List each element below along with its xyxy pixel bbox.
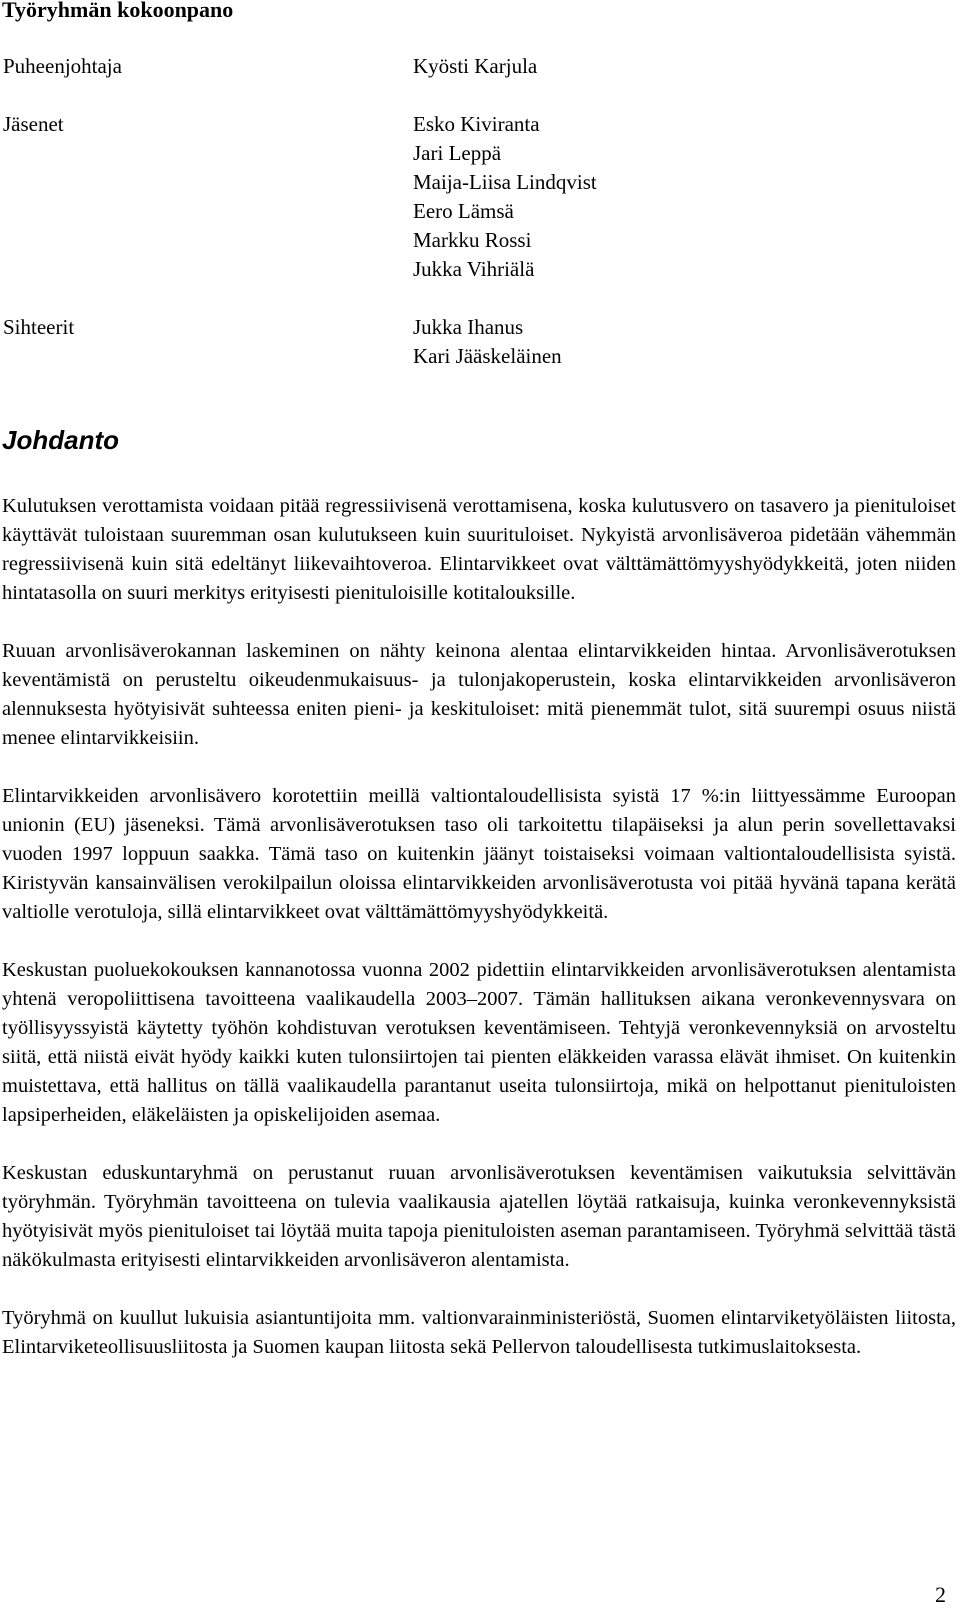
role-label: Sihteerit — [3, 315, 75, 339]
member-name: Kyösti Karjula — [413, 54, 538, 78]
member-name: Jukka Vihriälä — [413, 257, 535, 281]
page-number: 2 — [935, 1582, 946, 1607]
paragraph: Keskustan eduskuntaryhmä on perustanut ruuan arvonlisäverotuksen keventämisen vaikutuksia selvittävän työryhmän. Työryhmän tavoitteena on tulevia vaalikausia ajatellen löytää ratkaisuja, kuinka veronkevennyksistä hyötyisivät myös pienituloiset tai löytää muita tapoja pienituloisten aseman parantamiseen. Työryhmä selvittää tästä näkökulmasta erityisesti elintarvikkeiden arvonlisäveron alentamista. — [2, 1162, 956, 1271]
body-text — [2, 492, 956, 1391]
member-name: Jukka Ihanus — [413, 315, 524, 339]
role-label: Puheenjohtaja — [3, 54, 122, 78]
paragraph: Keskustan puoluekokouksen kannanotossa vuonna 2002 pidettiin elintarvikkeiden arvonlisäverotuksen alentamista yhtenä veropoliittisena tavoitteena vaalikaudella 2003–2007. Tämän hallituksen aikana veronkevennysvara on työllisyyssyistä käytetty työhön kohdistuvan verotuksen keventämiseen. Tehtyjä veronkevennyksiä on arvosteltu siitä, että niistä eivät hyödy kaikki kuten tulonsiirtojen tai pienten eläkkeiden varassa elävät ihmiset. On kuitenkin muistettava, että hallitus on tällä vaalikaudella parantanut useita tulonsiirtoja, mikä on helpottanut pienituloisten lapsiperheiden, eläkeläisten ja opiskelijoiden asemaa. — [2, 959, 956, 1126]
paragraph: Ruuan arvonlisäverokannan laskeminen on nähty keinona alentaa elintarvikkeiden hintaa. Arvonlisäverotuksen keventämistä on perusteltu oikeudenmukaisuus- ja tulonjakoperustein, koska elintarvikkeiden arvonlisäveron alennuksesta hyötyisivät suhteessa eniten pieni- ja keskituloiset: mitä pienemmät tulot, sitä suurempi osuus niistä menee elintarvikkeisiin. — [2, 640, 956, 749]
names-list — [413, 52, 960, 81]
names-list — [413, 313, 960, 371]
roster-row-chair — [0, 52, 960, 110]
member-name: Markku Rossi — [413, 228, 532, 252]
roster-row-secretaries — [0, 313, 960, 371]
member-name: Jari Leppä — [413, 141, 502, 165]
section-title: Johdanto — [2, 425, 119, 455]
paragraph: Elintarvikkeiden arvonlisävero korotettiin meillä valtiontaloudellisista syistä 17 %:in liittyessämme Euroopan unionin (EU) jäseneksi. Tämä arvonlisäverotuksen taso oli tarkoitettu tilapäiseksi ja alun perin sovellettavaksi vuoden 1997 loppuun saakka. Tämä taso on kuitenkin jäänyt toistaiseksi voimaan valtiontaloudellisista syistä. Kiristyvän kansainvälisen verokilpailun oloissa elintarvikkeiden arvonlisäverotusta voi pitää hyvänä tapana kerätä valtiolle verotuloja, sillä elintarvikkeet ovat välttämättömyyshyödykkeitä. — [2, 785, 956, 923]
group-roster — [0, 52, 960, 371]
member-name: Kari Jääskeläinen — [413, 344, 562, 368]
names-list — [413, 110, 960, 284]
member-name: Maija-Liisa Lindqvist — [413, 170, 597, 194]
member-name: Esko Kiviranta — [413, 112, 540, 136]
roster-row-members — [0, 110, 960, 313]
member-name: Eero Lämsä — [413, 199, 514, 223]
document-heading: Työryhmän kokoonpano — [2, 0, 234, 22]
role-label: Jäsenet — [3, 112, 64, 136]
paragraph: Työryhmä on kuullut lukuisia asiantuntijoita mm. valtionvarainministeriöstä, Suomen elintarviketyöläisten liitosta, Elintarviketeollisuusliitosta ja Suomen kaupan liitosta sekä Pellervon taloudellisesta tutkimuslaitoksesta. — [2, 1307, 956, 1358]
paragraph: Kulutuksen verottamista voidaan pitää regressiivisenä verottamisena, koska kulutusvero on tasavero ja pienituloiset käyttävät tuloistaan suuremman osan kulutukseen kuin suurituloiset. Nykyistä arvonlisäveroa pidetään vähemmän regressiivisenä kuin sitä edeltänyt liikevaihtoveroa. Elintarvikkeet ovat välttämättömyyshyödykkeitä, joten niiden hintatasolla on suuri merkitys erityisesti pienituloisille kotitalouksille. — [2, 495, 956, 604]
